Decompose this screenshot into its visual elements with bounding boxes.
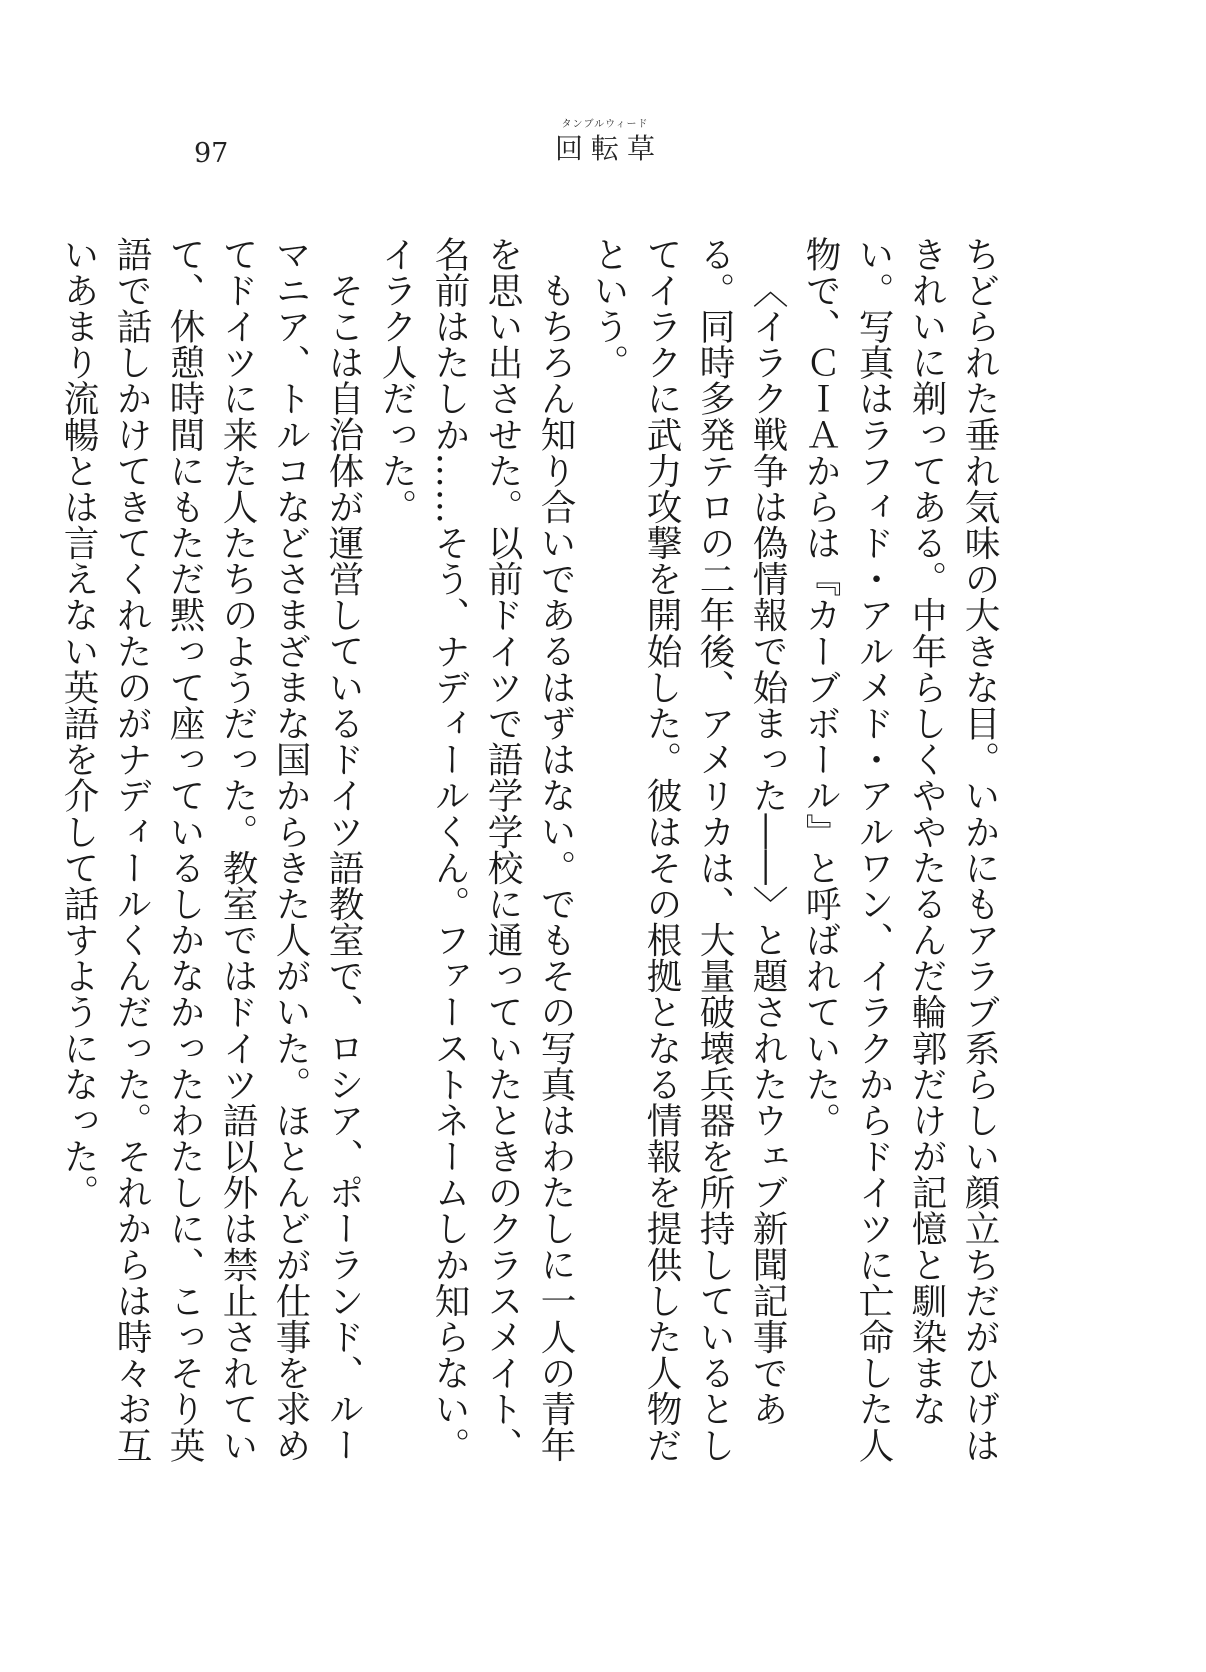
page-number: 97	[194, 138, 229, 169]
running-head-title: 回転草	[554, 132, 663, 165]
running-head	[530, 118, 680, 166]
paragraph: 〈イラク戦争は偽情報で始まった――〉と題されたウェブ新聞記事である。同時多発テロの二年後、アメリカは、大量破壊兵器を所持しているとしてイラクに武力攻撃を開始した。彼はその根拠となる情報を提供した人物だという。	[588, 236, 788, 1464]
paragraph: ちどられた垂れ気味の大きな目。いかにもアラブ系らしい顔立ちだがひげはきれいに剃ってある。中年らしくややたるんだ輪郭だけが記憶と馴染まない。写真はラフィド・アルメド・アルワン、イラクからドイツに亡命した人物で、ＣＩＡからは『カーブボール』と呼ばれていた。	[800, 236, 1000, 1464]
body-text	[58, 236, 1006, 1486]
paragraph: そこは自治体が運営しているドイツ語教室で、ロシア、ポーランド、ルーマニア、トルコなどさまざまな国からきた人がいた。ほとんどが仕事を求めてドイツに来た人たちのようだった。教室ではドイツ語以外は禁止されていて、休憩時間にもただ黙って座っているしかなかったわたしに、こっそり英語で話しかけてきてくれたのがナディールくんだった。それからは時々お互いあまり流暢とは言えない英語を介して話すようになった。	[58, 236, 364, 1464]
paragraph: もちろん知り合いであるはずはない。でもその写真はわたしに一人の青年を思い出させた。以前ドイツで語学学校に通っていたときのクラスメイト、名前はたしか……そう、ナディールくん。ファーストネームしか知らない。イラク人だった。	[376, 236, 576, 1464]
running-head-ruby: タンブルウィード	[561, 119, 649, 130]
